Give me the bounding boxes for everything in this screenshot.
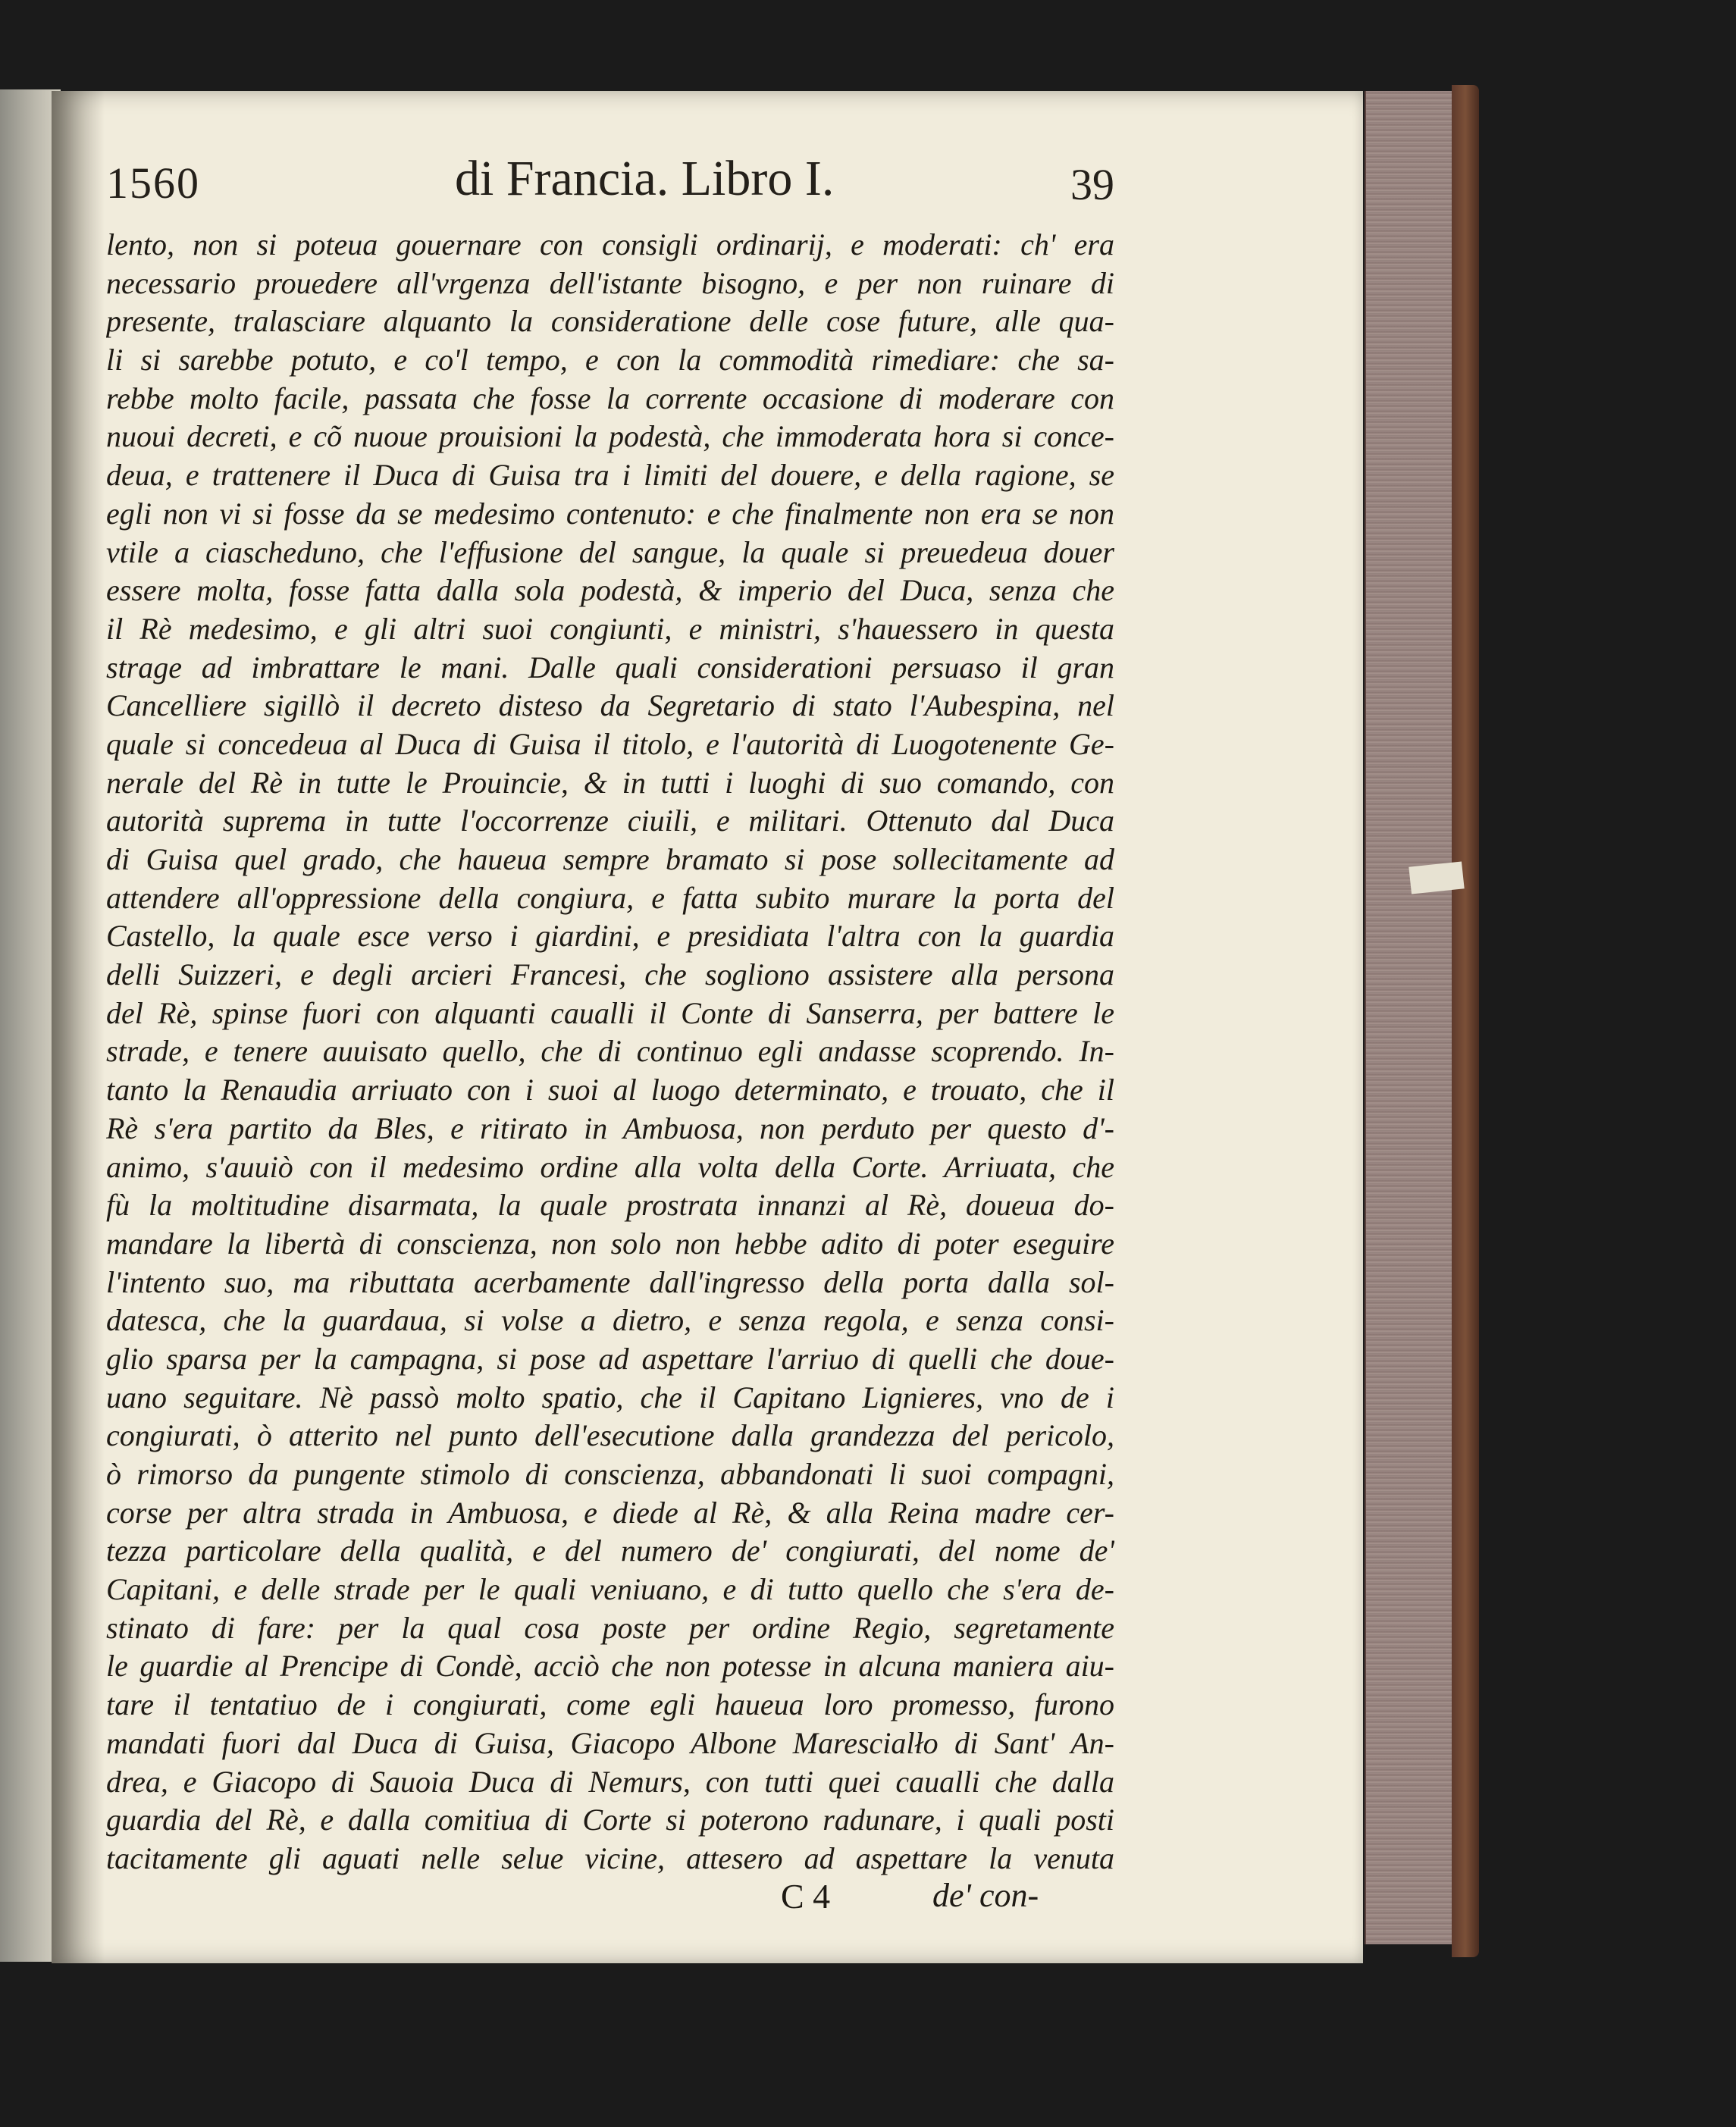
text-line: mandare la libertà di conscienza, non solo non hebbe adito di poter eseguire — [106, 1226, 1114, 1261]
text-line: l'intento suo, ma ributtata acerbamente dall'ingresso della porta dalla sol- — [106, 1264, 1114, 1299]
catchword: de' con- — [932, 1877, 1039, 1914]
text-line: del Rè, spinse fuori con alquanti caualli il Conte di Sanserra, per battere le — [106, 995, 1114, 1030]
text-line: Cancelliere sigillò il decreto disteso da Segretario di stato l'Aubespina, nel — [106, 688, 1114, 723]
text-line: strade, e tenere auuisato quello, che di continuo egli andasse scoprendo. In- — [106, 1034, 1114, 1069]
text-line: nerale del Rè in tutte le Prouincie, & in tutti i luoghi di suo comando, con — [106, 765, 1114, 800]
text-line: autorità suprema in tutte l'occorrenze ciuili, e militari. Ottenuto dal Duca — [106, 803, 1114, 838]
header-title: di Francia. Libro I. — [455, 151, 835, 206]
text-line: tare il tentatiuo de i congiurati, come egli haueua loro promesso, furono — [106, 1687, 1114, 1722]
text-line: di Guisa quel grado, che haueua sempre bramato si pose sollecitamente ad — [106, 842, 1114, 876]
text-line: datesca, che la guardaua, si volse a dietro, e senza regola, e senza consi- — [106, 1303, 1114, 1338]
text-line: tacitamente gli aguati nelle selue vicine, attesero ad aspettare la venuta — [106, 1840, 1114, 1875]
text-line: attendere all'oppressione della congiura, e fatta subito murare la porta del — [106, 880, 1114, 915]
header-year: 1560 — [106, 158, 200, 208]
text-line: deua, e trattenere il Duca di Guisa tra i limiti del douere, e della ragione, se — [106, 458, 1114, 493]
text-line: stinato di fare: per la qual cosa poste per ordine Regio, segretamente — [106, 1610, 1114, 1645]
text-line: drea, e Giacopo di Sauoia Duca di Nemurs, con tutti quei caualli che dalla — [106, 1764, 1114, 1799]
text-line: essere molta, fosse fatta dalla sola podestà, & imperio del Duca, senza che — [106, 573, 1114, 608]
text-line: animo, s'auuiò con il medesimo ordine alla volta della Corte. Arriuata, che — [106, 1149, 1114, 1184]
text-line: uano seguitare. Nè passò molto spatio, che il Capitano Lignieres, vno de i — [106, 1380, 1114, 1414]
text-line: congiurati, ò atterito nel punto dell'esecutione dalla grandezza del pericolo, — [106, 1418, 1114, 1453]
text-line: glio sparsa per la campagna, si pose ad aspettare l'arriuo di quelli che doue- — [106, 1341, 1114, 1376]
text-line: vtile a ciascheduno, che l'effusione del sangue, la quale si preuedeua douer — [106, 534, 1114, 569]
running-header — [106, 143, 1114, 211]
paper-marker — [1409, 861, 1464, 894]
text-line: quale si concedeua al Duca di Guisa il titolo, e l'autorità di Luogotenente Ge- — [106, 726, 1114, 761]
text-line: guardia del Rè, e dalla comitiua di Corte si poterono radunare, i quali posti — [106, 1803, 1114, 1837]
text-line: il Rè medesimo, e gli altri suoi congiunti, e ministri, s'hauessero in questa — [106, 611, 1114, 646]
text-line: corse per altra strada in Ambuosa, e diede al Rè, & alla Reina madre cer- — [106, 1495, 1114, 1530]
text-line: mandati fuori dal Duca di Guisa, Giacopo Albone Marescialło di Sant' An- — [106, 1725, 1114, 1760]
text-line: strage ad imbrattare le mani. Dalle quali considerationi persuaso il gran — [106, 650, 1114, 684]
text-line: le guardie al Prencipe di Condè, acciò che non potesse in alcuna maniera aiu- — [106, 1649, 1114, 1684]
signature-mark: C 4 — [781, 1877, 831, 1916]
text-line: nuoui decreti, e cõ nuoue prouisioni la podestà, che immoderata hora si conce- — [106, 419, 1114, 454]
text-line: tanto la Renaudia arriuato con i suoi al luogo determinato, e trouato, che il — [106, 1073, 1114, 1107]
page-gutter-shadow — [52, 91, 105, 1963]
page-text — [106, 226, 1114, 1878]
text-line: Rè s'era partito da Bles, e ritirato in Ambuosa, non perduto per questo d'- — [106, 1110, 1114, 1145]
text-line: rebbe molto facile, passata che fosse la corrente occasione di moderare con — [106, 381, 1114, 415]
text-line: Castello, la quale esce verso i giardini, e presidiata l'altra con la guardia — [106, 919, 1114, 954]
text-line: fù la moltitudine disarmata, la quale prostrata innanzi al Rè, doueua do- — [106, 1188, 1114, 1223]
text-line: lento, non si poteua gouernare con consigli ordinarij, e moderati: ch' era — [106, 227, 1114, 262]
text-line: necessario prouedere all'vrgenza dell'istante bisogno, e per non ruinare di — [106, 265, 1114, 300]
text-line: presente, tralasciare alquanto la consideratione delle cose future, alle qua- — [106, 304, 1114, 339]
text-line: egli non vi si fosse da se medesimo contenuto: e che finalmente non era se non — [106, 496, 1114, 531]
text-line: ò rimorso da pungente stimolo di conscienza, abbandonati li suoi compagni, — [106, 1457, 1114, 1491]
text-line: Capitani, e delle strade per le quali veniuano, e di tutto quello che s'era de- — [106, 1572, 1114, 1607]
text-line: tezza particolare della qualità, e del numero de' congiurati, del nome de' — [106, 1533, 1114, 1568]
text-line: delli Suizzeri, e degli arcieri Francesi, che sogliono assistere alla persona — [106, 957, 1114, 992]
leather-cover — [1452, 85, 1479, 1957]
text-line: li si sarebbe potuto, e co'l tempo, e con la commodità rimediare: che sa- — [106, 343, 1114, 377]
page-number: 39 — [1070, 160, 1114, 209]
page-block-edge — [1365, 91, 1465, 1944]
